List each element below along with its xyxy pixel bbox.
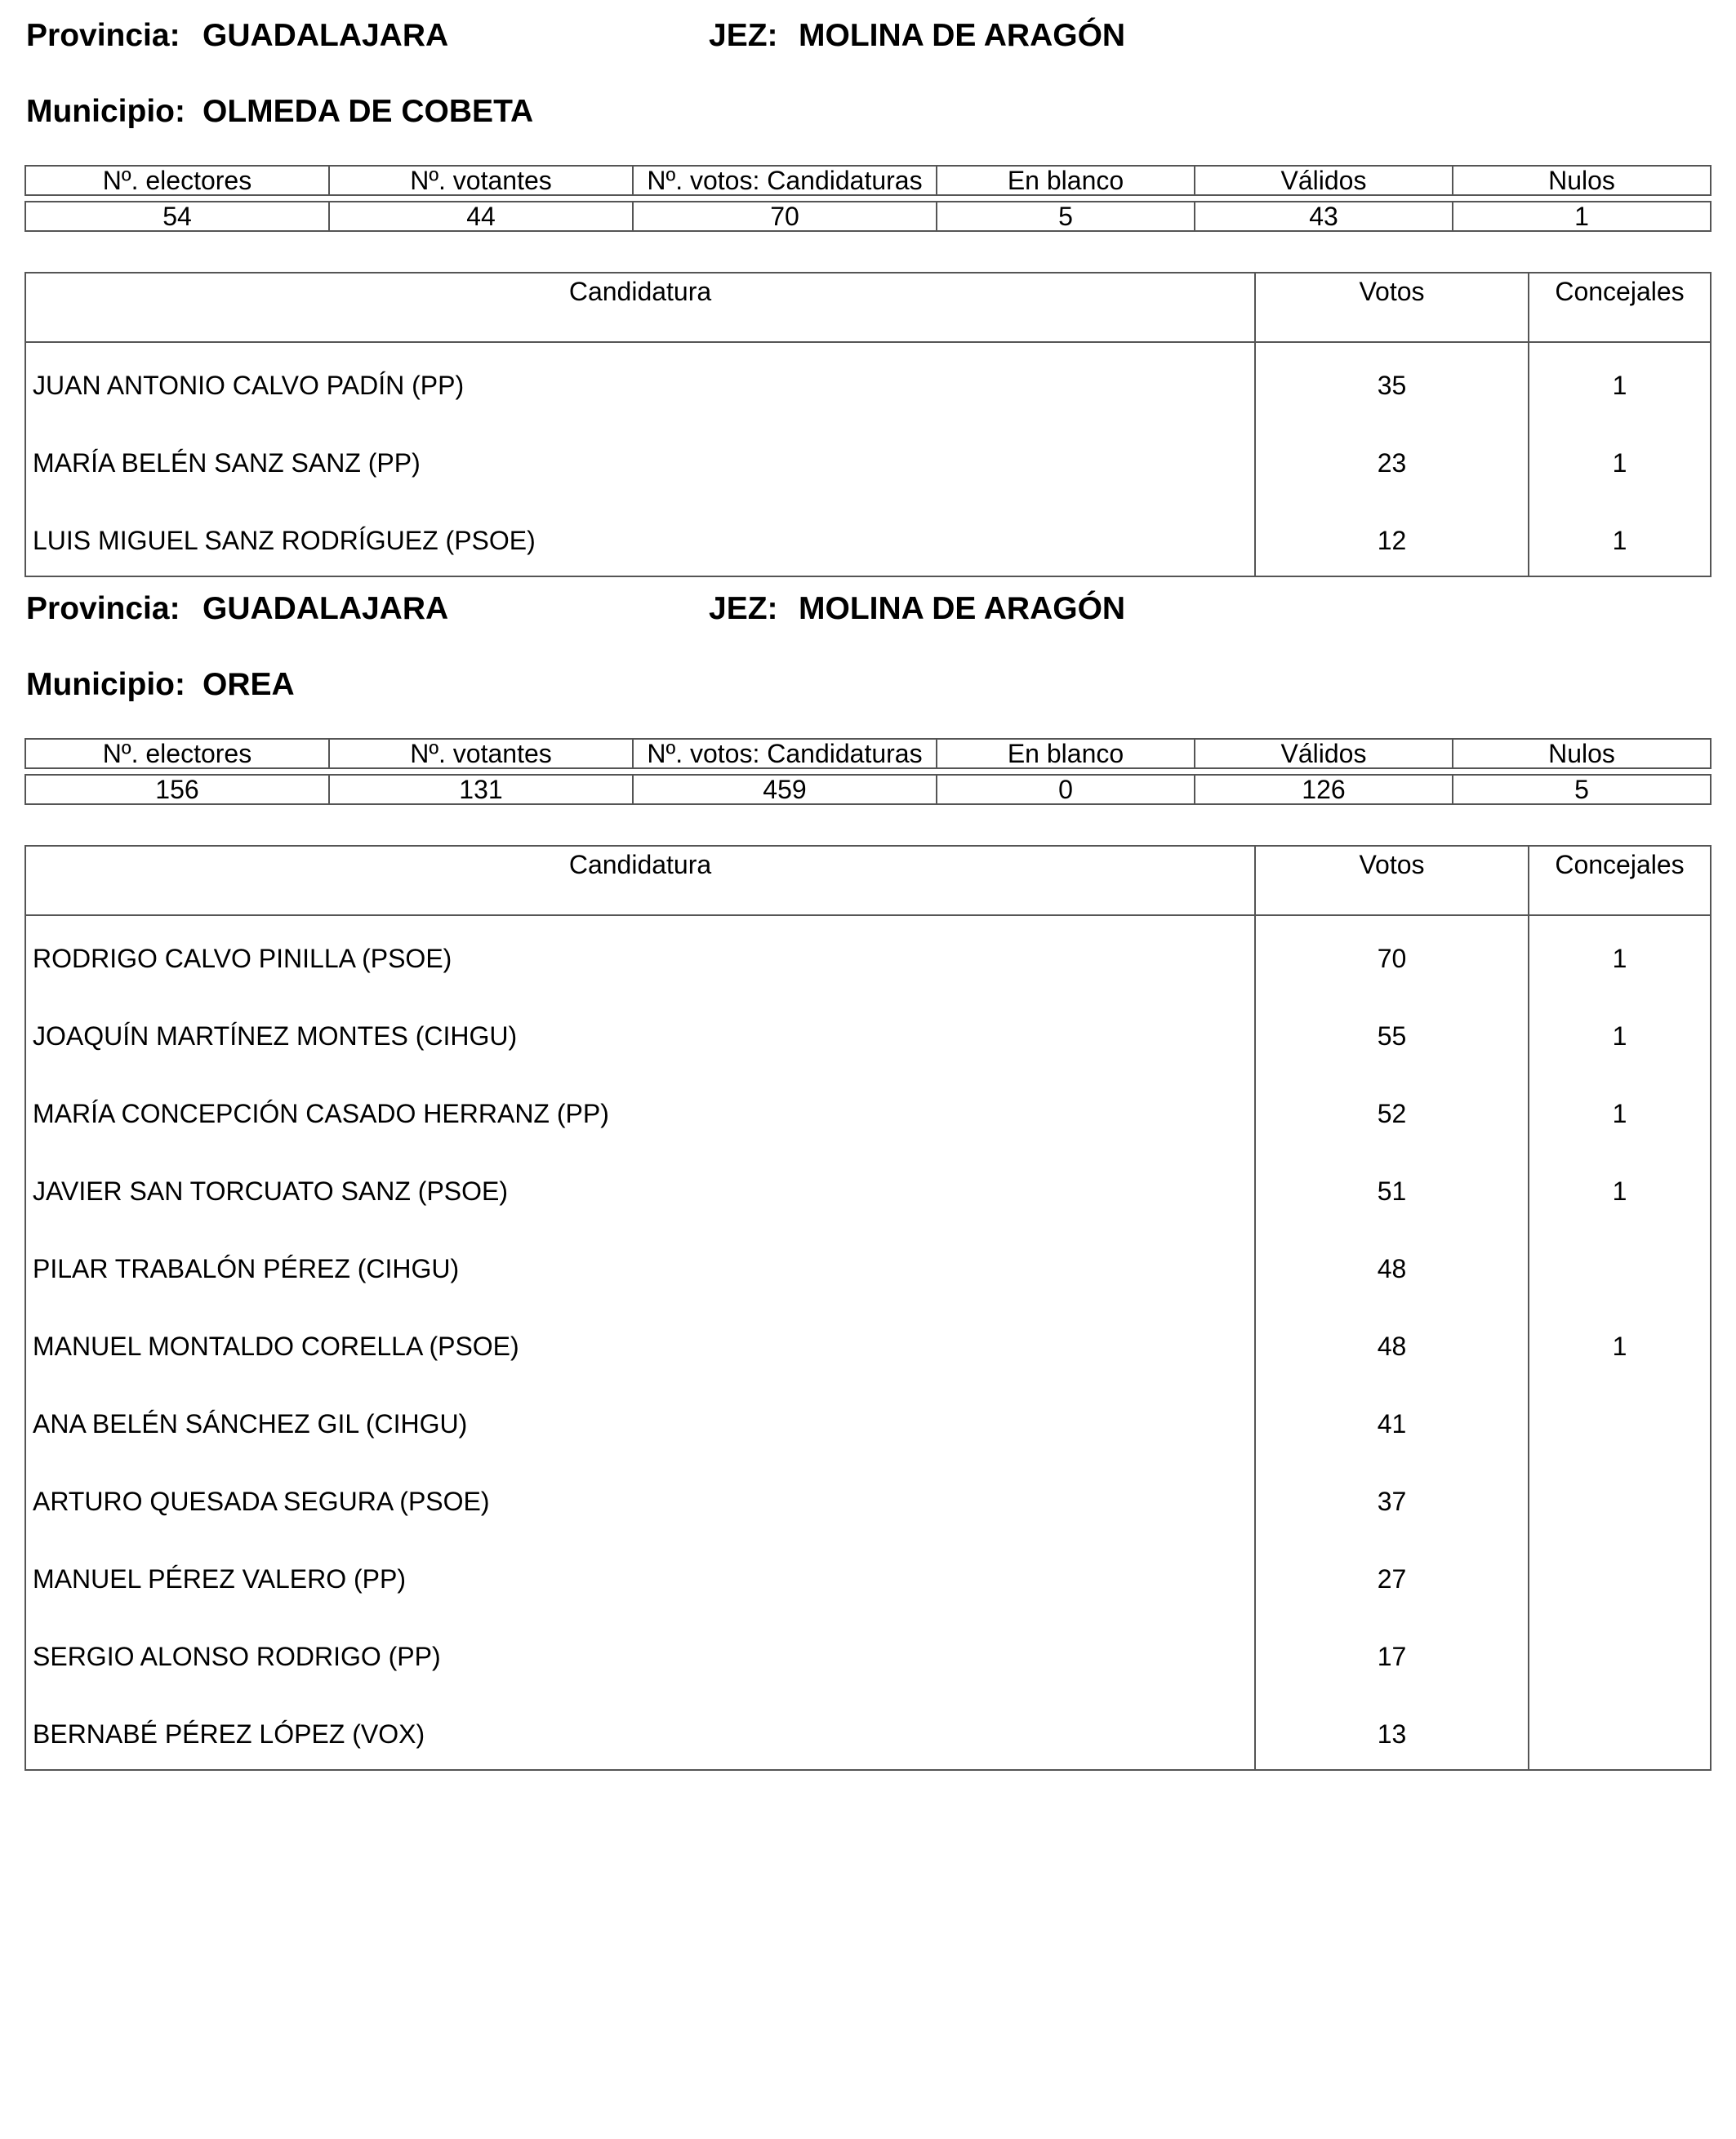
candidate-concejales: 1 — [1529, 915, 1711, 994]
table-row — [25, 1226, 1711, 1304]
municipio-label: Municipio: — [26, 667, 185, 702]
table-row — [25, 498, 1711, 576]
votos-header: Votos — [1255, 846, 1529, 915]
table-row — [25, 342, 1711, 420]
candidate-concejales — [1529, 1459, 1711, 1536]
candidate-votos: 35 — [1255, 342, 1529, 420]
candidate-votos: 41 — [1255, 1381, 1529, 1459]
summary-header-cell: En blanco — [937, 739, 1195, 768]
candidate-concejales: 1 — [1529, 1149, 1711, 1226]
candidate-votos: 52 — [1255, 1071, 1529, 1149]
table-row — [25, 1149, 1711, 1226]
candidate-concejales — [1529, 1692, 1711, 1770]
summary-header-cell: Nulos — [1453, 739, 1711, 768]
candidate-name: ANA BELÉN SÁNCHEZ GIL (CIHGU) — [25, 1381, 1255, 1459]
summary-header-cell: Válidos — [1195, 739, 1453, 768]
municipio-label: Municipio: — [26, 94, 185, 129]
summary-value-cell: 70 — [633, 202, 937, 231]
jez-label: JEZ: — [709, 591, 778, 626]
candidate-votos: 12 — [1255, 498, 1529, 576]
concejales-header: Concejales — [1529, 273, 1711, 342]
table-row — [25, 994, 1711, 1071]
summary-gap — [25, 195, 1711, 202]
jez-value: MOLINA DE ARAGÓN — [799, 591, 1126, 626]
table-row — [25, 915, 1711, 994]
candidate-name: ARTURO QUESADA SEGURA (PSOE) — [25, 1459, 1255, 1536]
summary-header-cell: Nº. votantes — [329, 166, 633, 195]
summary-value-cell: 131 — [329, 775, 633, 804]
candidate-name: MANUEL MONTALDO CORELLA (PSOE) — [25, 1304, 1255, 1381]
summary-value-cell: 44 — [329, 202, 633, 231]
summary-value-row — [25, 775, 1711, 804]
summary-header-row — [25, 739, 1711, 768]
summary-value-cell: 1 — [1453, 202, 1711, 231]
table-row — [25, 1459, 1711, 1536]
candidate-concejales: 1 — [1529, 342, 1711, 420]
candidates-header-row — [25, 273, 1711, 342]
table-row — [25, 420, 1711, 498]
summary-value-cell: 0 — [937, 775, 1195, 804]
summary-header-cell: Nulos — [1453, 166, 1711, 195]
candidate-votos: 55 — [1255, 994, 1529, 1071]
province-jez-header — [24, 591, 1710, 640]
candidate-votos: 70 — [1255, 915, 1529, 994]
summary-header-cell: Nº. votos: Candidaturas — [633, 166, 937, 195]
table-row — [25, 1614, 1711, 1692]
candidate-name: BERNABÉ PÉREZ LÓPEZ (VOX) — [25, 1692, 1255, 1770]
jez-label: JEZ: — [709, 18, 778, 53]
table-row — [25, 1381, 1711, 1459]
summary-header-cell: En blanco — [937, 166, 1195, 195]
candidate-concejales: 1 — [1529, 1304, 1711, 1381]
summary-value-cell: 126 — [1195, 775, 1453, 804]
candidatura-header: Candidatura — [25, 846, 1255, 915]
summary-value-cell: 5 — [937, 202, 1195, 231]
candidate-votos: 17 — [1255, 1614, 1529, 1692]
candidate-name: PILAR TRABALÓN PÉREZ (CIHGU) — [25, 1226, 1255, 1304]
summary-value-cell: 156 — [25, 775, 329, 804]
summary-value-row — [25, 202, 1711, 231]
candidate-name: JOAQUÍN MARTÍNEZ MONTES (CIHGU) — [25, 994, 1255, 1071]
candidate-name: RODRIGO CALVO PINILLA (PSOE) — [25, 915, 1255, 994]
candidate-votos: 48 — [1255, 1226, 1529, 1304]
concejales-header: Concejales — [1529, 846, 1711, 915]
municipio-value: OLMEDA DE COBETA — [203, 94, 534, 129]
summary-gap — [25, 768, 1711, 775]
candidate-concejales — [1529, 1381, 1711, 1459]
municipio-value: OREA — [203, 667, 295, 702]
province-jez-header — [24, 18, 1710, 67]
table-row — [25, 1692, 1711, 1770]
candidate-votos: 51 — [1255, 1149, 1529, 1226]
votos-header: Votos — [1255, 273, 1529, 342]
municipio-header — [24, 667, 1710, 716]
candidate-votos: 23 — [1255, 420, 1529, 498]
summary-value-cell: 459 — [633, 775, 937, 804]
candidate-name: MARÍA CONCEPCIÓN CASADO HERRANZ (PP) — [25, 1071, 1255, 1149]
candidate-concejales: 1 — [1529, 1071, 1711, 1149]
summary-table — [24, 165, 1712, 232]
candidate-name: LUIS MIGUEL SANZ RODRÍGUEZ (PSOE) — [25, 498, 1255, 576]
candidate-name: MANUEL PÉREZ VALERO (PP) — [25, 1536, 1255, 1614]
table-row — [25, 1071, 1711, 1149]
candidate-concejales — [1529, 1614, 1711, 1692]
candidate-concejales — [1529, 1226, 1711, 1304]
summary-value-cell: 5 — [1453, 775, 1711, 804]
summary-header-row — [25, 166, 1711, 195]
candidate-votos: 48 — [1255, 1304, 1529, 1381]
jez-value: MOLINA DE ARAGÓN — [799, 18, 1126, 53]
candidate-name: JUAN ANTONIO CALVO PADÍN (PP) — [25, 342, 1255, 420]
table-row — [25, 1304, 1711, 1381]
candidate-name: JAVIER SAN TORCUATO SANZ (PSOE) — [25, 1149, 1255, 1226]
candidate-concejales: 1 — [1529, 498, 1711, 576]
candidate-concejales — [1529, 1536, 1711, 1614]
candidatura-header: Candidatura — [25, 273, 1255, 342]
provincia-value: GUADALAJARA — [203, 591, 449, 626]
table-row — [25, 1536, 1711, 1614]
provincia-value: GUADALAJARA — [203, 18, 449, 53]
candidate-votos: 37 — [1255, 1459, 1529, 1536]
candidate-votos: 13 — [1255, 1692, 1529, 1770]
candidate-name: MARÍA BELÉN SANZ SANZ (PP) — [25, 420, 1255, 498]
candidates-table — [24, 272, 1712, 577]
candidate-name: SERGIO ALONSO RODRIGO (PP) — [25, 1614, 1255, 1692]
summary-table — [24, 738, 1712, 805]
provincia-label: Provincia: — [26, 591, 180, 626]
summary-value-cell: 43 — [1195, 202, 1453, 231]
summary-header-cell: Nº. electores — [25, 739, 329, 768]
provincia-label: Provincia: — [26, 18, 180, 53]
candidate-concejales: 1 — [1529, 994, 1711, 1071]
municipio-header — [24, 94, 1710, 143]
summary-header-cell: Nº. electores — [25, 166, 329, 195]
candidates-table — [24, 845, 1712, 1771]
summary-header-cell: Nº. votantes — [329, 739, 633, 768]
summary-header-cell: Válidos — [1195, 166, 1453, 195]
candidate-votos: 27 — [1255, 1536, 1529, 1614]
summary-value-cell: 54 — [25, 202, 329, 231]
summary-header-cell: Nº. votos: Candidaturas — [633, 739, 937, 768]
candidates-header-row — [25, 846, 1711, 915]
candidate-concejales: 1 — [1529, 420, 1711, 498]
